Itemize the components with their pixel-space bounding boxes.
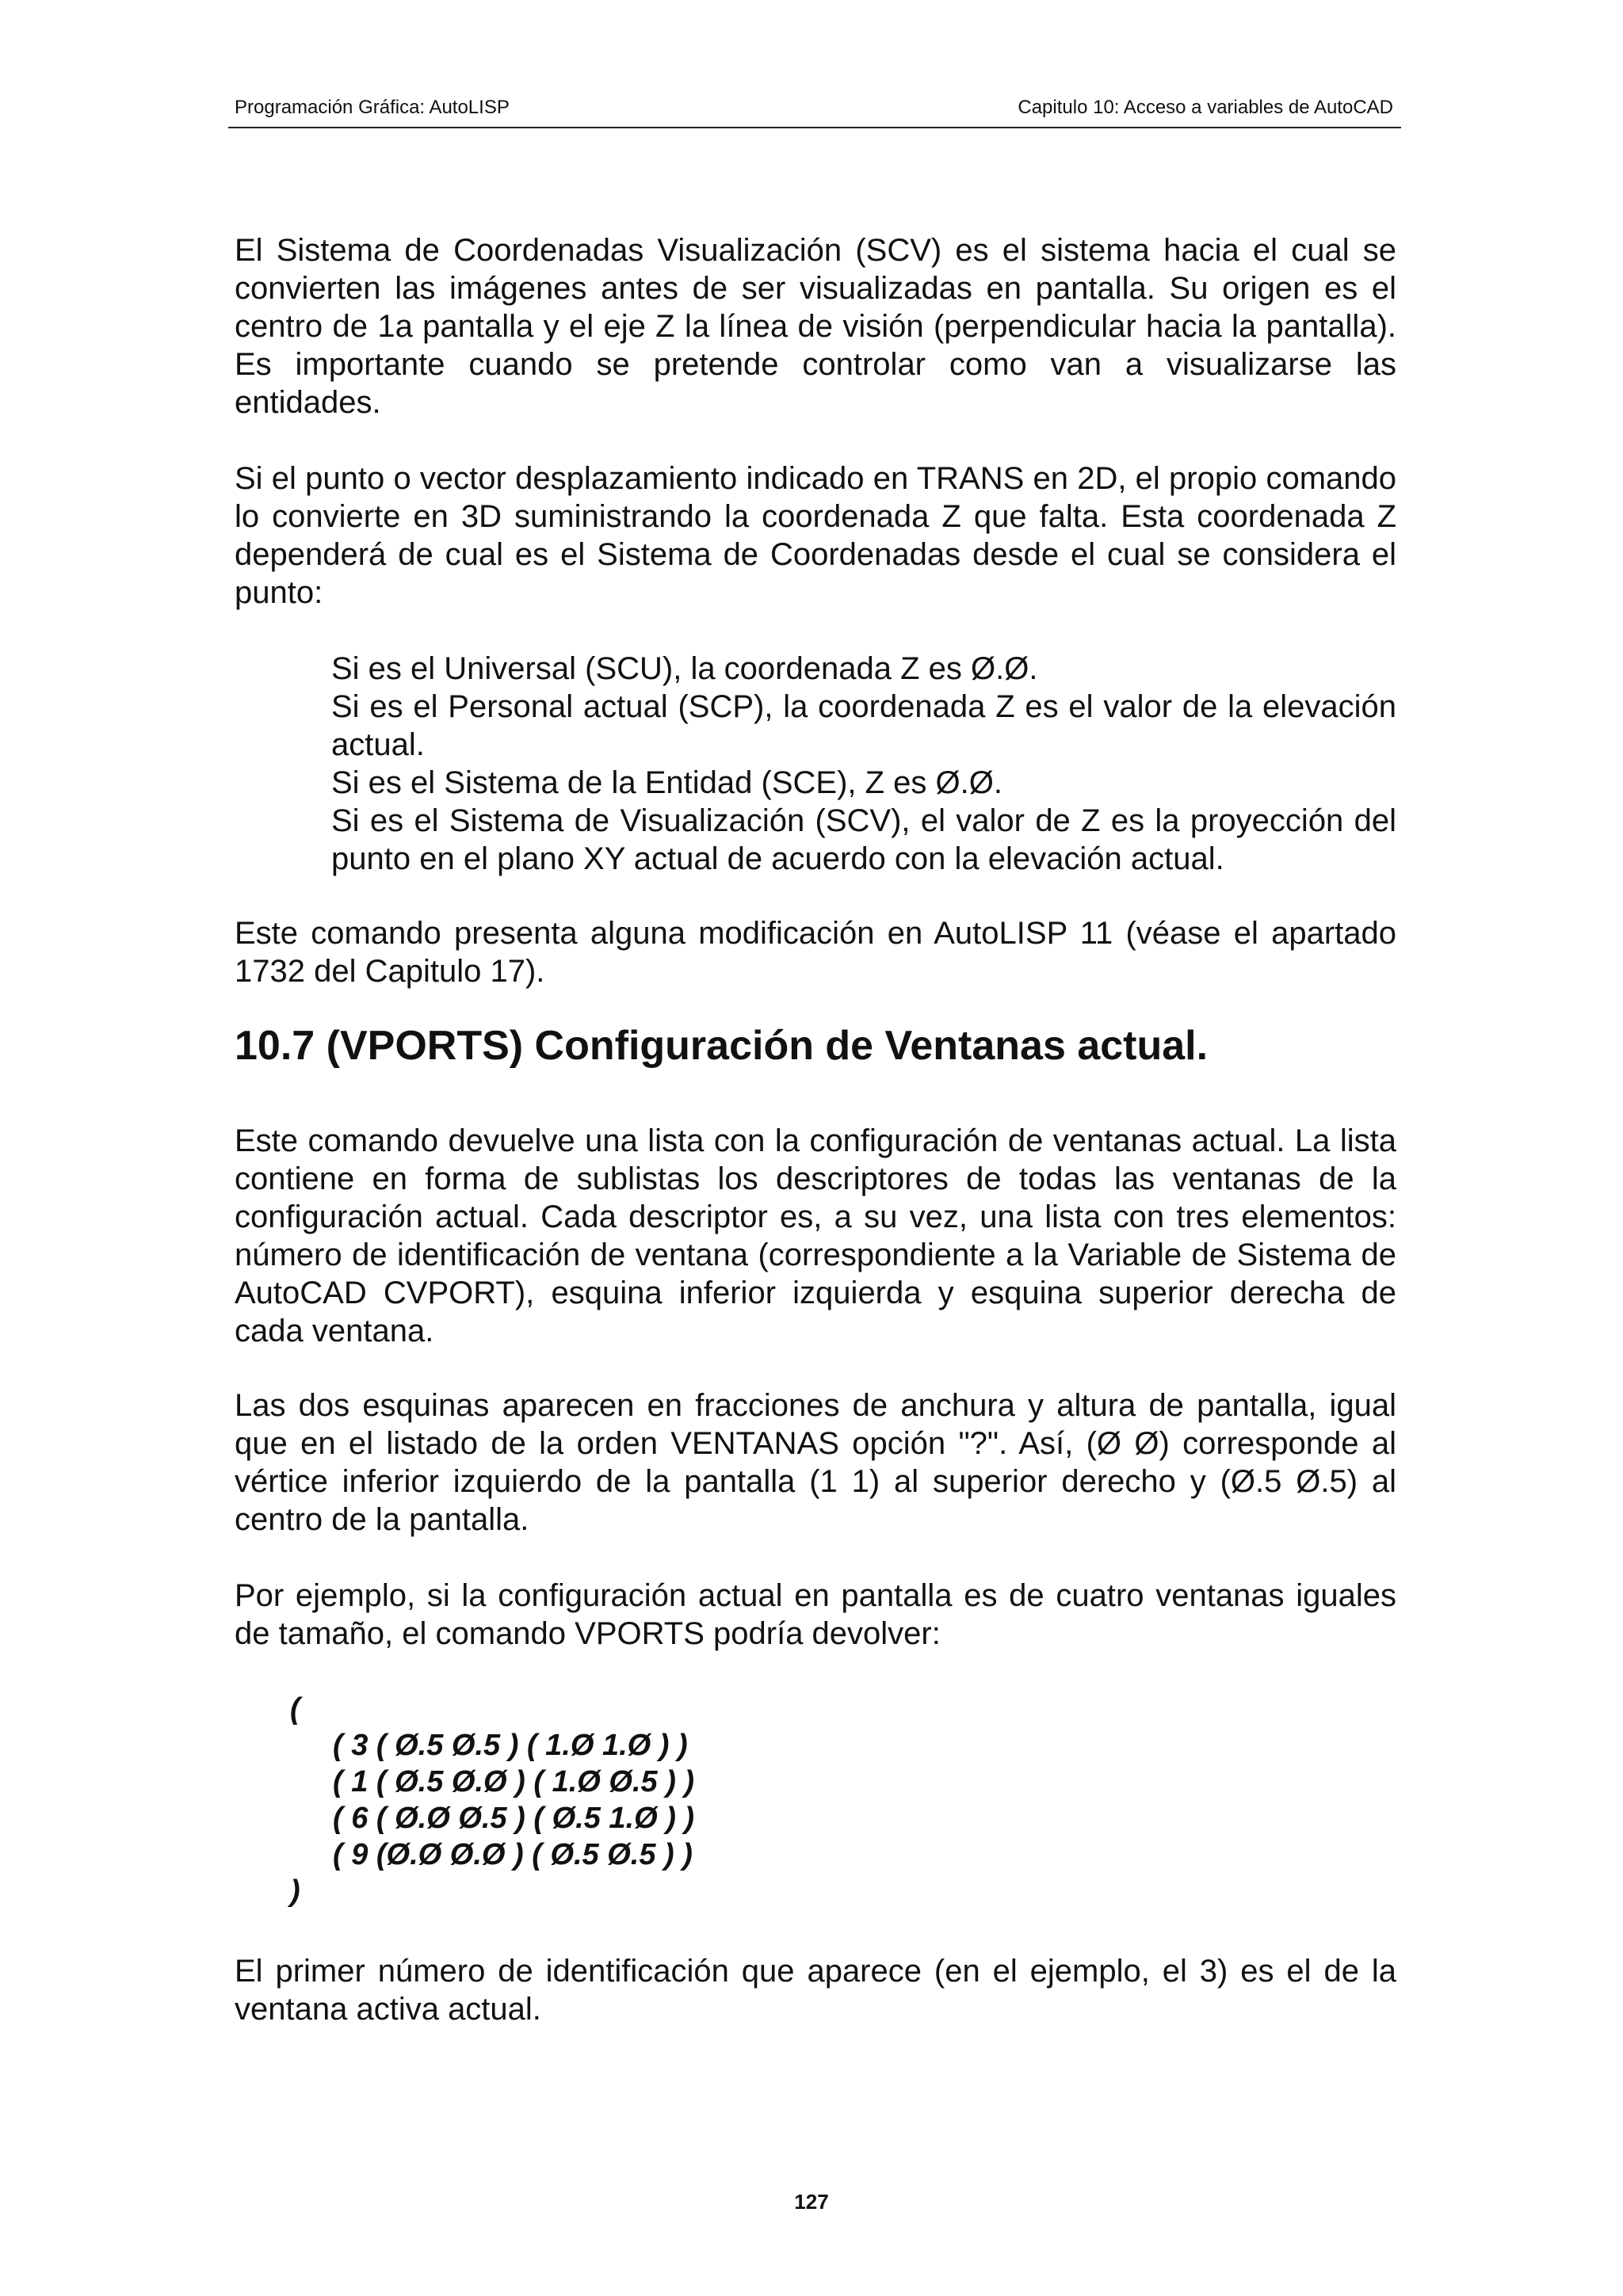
- code-close-paren: ): [290, 1875, 300, 1908]
- list-item-visualizacion: Si es el Sistema de Visualización (SCV), el valor de Z es la proyección del punto en el plano XY actual de acuerdo con la elevación actual.: [331, 803, 1396, 876]
- code-open-paren: (: [290, 1692, 300, 1726]
- code-line: ( 9 (Ø.Ø Ø.Ø ) ( Ø.5 Ø.5 ) ): [333, 1838, 693, 1871]
- code-line: ( 1 ( Ø.5 Ø.Ø ) ( 1.Ø Ø.5 ) ): [333, 1765, 695, 1798]
- paragraph-first-id: El primer número de identificación que aparece (en el ejemplo, el 3) es el de la ventana activa actual.: [235, 1954, 1396, 2027]
- page-header: [228, 95, 1401, 128]
- header-book-title: Programación Gráfica: AutoLISP: [235, 97, 510, 118]
- paragraph-example: Por ejemplo, si la configuración actual en pantalla es de cuatro ventanas iguales de tamaño, el comando VPORTS podría devolver:: [235, 1578, 1396, 1651]
- list-item-universal: Si es el Universal (SCU), la coordenada Z es Ø.Ø.: [331, 651, 1038, 686]
- code-line: ( 3 ( Ø.5 Ø.5 ) ( 1.Ø 1.Ø ) ): [333, 1729, 688, 1762]
- code-example: [290, 1691, 694, 1909]
- paragraph-vports-description: Este comando devuelve una lista con la configuración de ventanas actual. La lista contiene en forma de sublistas los descriptores de todas las ventanas de la configuración actual. Cada descriptor es, a su vez, una lista con tres elementos: número de identificación de ventana (correspondiente a la Variable de Sistema de AutoCAD CVPORT), esquina inferior izquierda y esquina superior derecha de cada ventana.: [235, 1123, 1396, 1348]
- paragraph-autolisp11: Este comando presenta alguna modificación en AutoLISP 11 (véase el apartado 1732 del Capitulo 17).: [235, 916, 1396, 989]
- page-number: 127: [794, 2190, 829, 2214]
- list-item-personal: Si es el Personal actual (SCP), la coordenada Z es el valor de la elevación actual.: [331, 689, 1396, 762]
- section-heading: 10.7 (VPORTS) Configuración de Ventanas actual.: [235, 1023, 1209, 1069]
- header-chapter-title: Capitulo 10: Acceso a variables de AutoCAD: [1018, 97, 1393, 118]
- paragraph-trans: Si el punto o vector desplazamiento indicado en TRANS en 2D, el propio comando lo convierte en 3D suministrando la coordenada Z que falta. Esta coordenada Z dependerá de cual es el Sistema de Coordenadas desde el cual se considera el punto:: [235, 461, 1396, 610]
- paragraph-scv: El Sistema de Coordenadas Visualización (SCV) es el sistema hacia el cual se convierten las imágenes antes de ser visualizadas en pantalla. Su origen es el centro de 1a pantalla y el eje Z la línea de visión (perpendicular hacia la pantalla). Es importante cuando se pretende controlar como van a visualizarse las entidades.: [235, 233, 1396, 420]
- list-item-entidad: Si es el Sistema de la Entidad (SCE), Z es Ø.Ø.: [331, 765, 1002, 800]
- coordinate-system-list: [331, 650, 1396, 878]
- paragraph-corners: Las dos esquinas aparecen en fracciones de anchura y altura de pantalla, igual que en el listado de la orden VENTANAS opción "?". Así, (Ø Ø) corresponde al vértice inferior izquierdo de la pantalla (1 1) al superior derecho y (Ø.5 Ø.5) al centro de la pantalla.: [235, 1388, 1396, 1537]
- code-line: ( 6 ( Ø.Ø Ø.5 ) ( Ø.5 1.Ø ) ): [333, 1802, 695, 1835]
